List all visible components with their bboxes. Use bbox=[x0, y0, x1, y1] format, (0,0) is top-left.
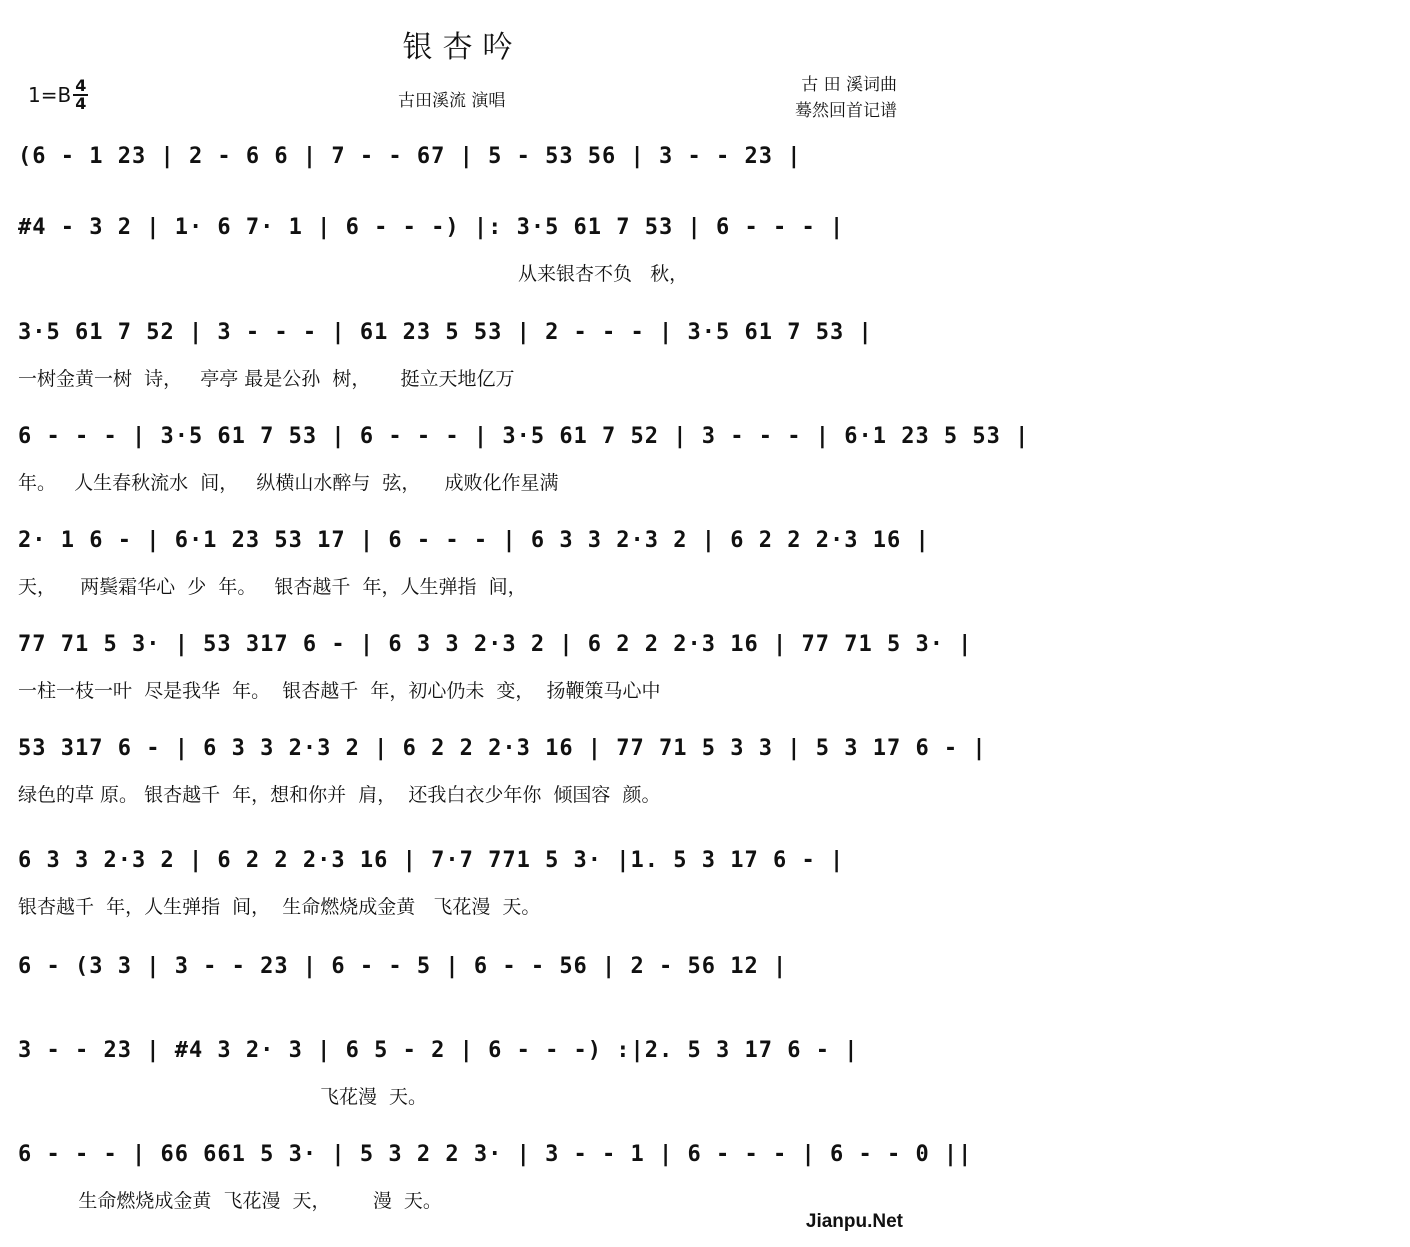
notation-line: 3·5 61 7 52 | 3 - - - | 61 23 5 53 | 2 - - - | 3·5 61 7 53 | bbox=[18, 320, 873, 345]
notation-line: 6 - - - | 66 661 5 3· | 5 3 2 2 3· | 3 - - 1 | 6 - - - | 6 - - 0 || bbox=[18, 1142, 973, 1167]
notation-line: 77 71 5 3· | 53 317 6 - | 6 3 3 2·3 2 | 6 2 2 2·3 16 | 77 71 5 3· | bbox=[18, 632, 973, 657]
site-watermark: Jianpu.Net bbox=[805, 1211, 903, 1232]
lyrics-line: 生命燃烧成金黄 飞花漫 天， 漫 天。 bbox=[18, 1190, 442, 1212]
transcriber-credit: 蓦然回首记谱 bbox=[795, 101, 897, 121]
composer-credit: 古 田 溪词曲 bbox=[801, 75, 897, 95]
notation-line: 53 317 6 - | 6 3 3 2·3 2 | 6 2 2 2·3 16 | 77 71 5 3 3 | 5 3 17 6 - | bbox=[18, 736, 987, 761]
notation-line: 6 - - - | 3·5 61 7 53 | 6 - - - | 3·5 61 7 52 | 3 - - - | 6·1 23 5 53 | bbox=[18, 424, 1030, 449]
key-label: 1=B bbox=[28, 83, 72, 107]
notation-line: 6 3 3 2·3 2 | 6 2 2 2·3 16 | 7·7 771 5 3· |1. 5 3 17 6 - | bbox=[18, 848, 845, 873]
time-denominator: 4 bbox=[75, 94, 87, 113]
lyrics-line: 绿色的草 原。 银杏越千 年，想和你并 肩， 还我白衣少年你 倾国容 颜。 bbox=[18, 784, 661, 806]
notation-line: (6 - 1 23 | 2 - 6 6 | 7 - - 67 | 5 - 53 56 | 3 - - 23 | bbox=[18, 144, 802, 169]
performer: 古田溪流 演唱 bbox=[398, 91, 506, 111]
notation-line: 2· 1 6 - | 6·1 23 53 17 | 6 - - - | 6 3 3 2·3 2 | 6 2 2 2·3 16 | bbox=[18, 528, 930, 553]
lyrics-line: 天， 两鬓霜华心 少 年。 银杏越千 年，人生弹指 间， bbox=[18, 576, 527, 598]
notation-line: 6 - (3 3 | 3 - - 23 | 6 - - 5 | 6 - - 56 | 2 - 56 12 | bbox=[18, 954, 788, 979]
song-title: 银杏吟 bbox=[402, 30, 523, 65]
lyrics-line: 年。 人生春秋流水 间， 纵横山水醉与 弦， 成败化作星满 bbox=[18, 472, 559, 494]
notation-line: #4 - 3 2 | 1· 6 7· 1 | 6 - - -) |: 3·5 61 7 53 | 6 - - - | bbox=[18, 215, 845, 240]
notation-line: 3 - - 23 | #4 3 2· 3 | 6 5 - 2 | 6 - - -) :|2. 5 3 17 6 - | bbox=[18, 1038, 859, 1063]
lyrics-line: 一柱一枝一叶 尽是我华 年。 银杏越千 年，初心仍未 变， 扬鞭策马心中 bbox=[18, 680, 661, 702]
time-signature bbox=[73, 78, 88, 112]
lyrics-line: 一树金黄一树 诗， 亭亭 最是公孙 树， 挺立天地亿万 bbox=[18, 368, 515, 390]
lyrics-line: 飞花漫 天。 bbox=[18, 1086, 428, 1108]
time-numerator: 4 bbox=[75, 76, 87, 95]
lyrics-line: 银杏越千 年，人生弹指 间， 生命燃烧成金黄 飞花漫 天。 bbox=[18, 896, 541, 918]
lyrics-line: 从来银杏不负 秋， bbox=[518, 263, 689, 285]
key-signature bbox=[28, 78, 88, 112]
